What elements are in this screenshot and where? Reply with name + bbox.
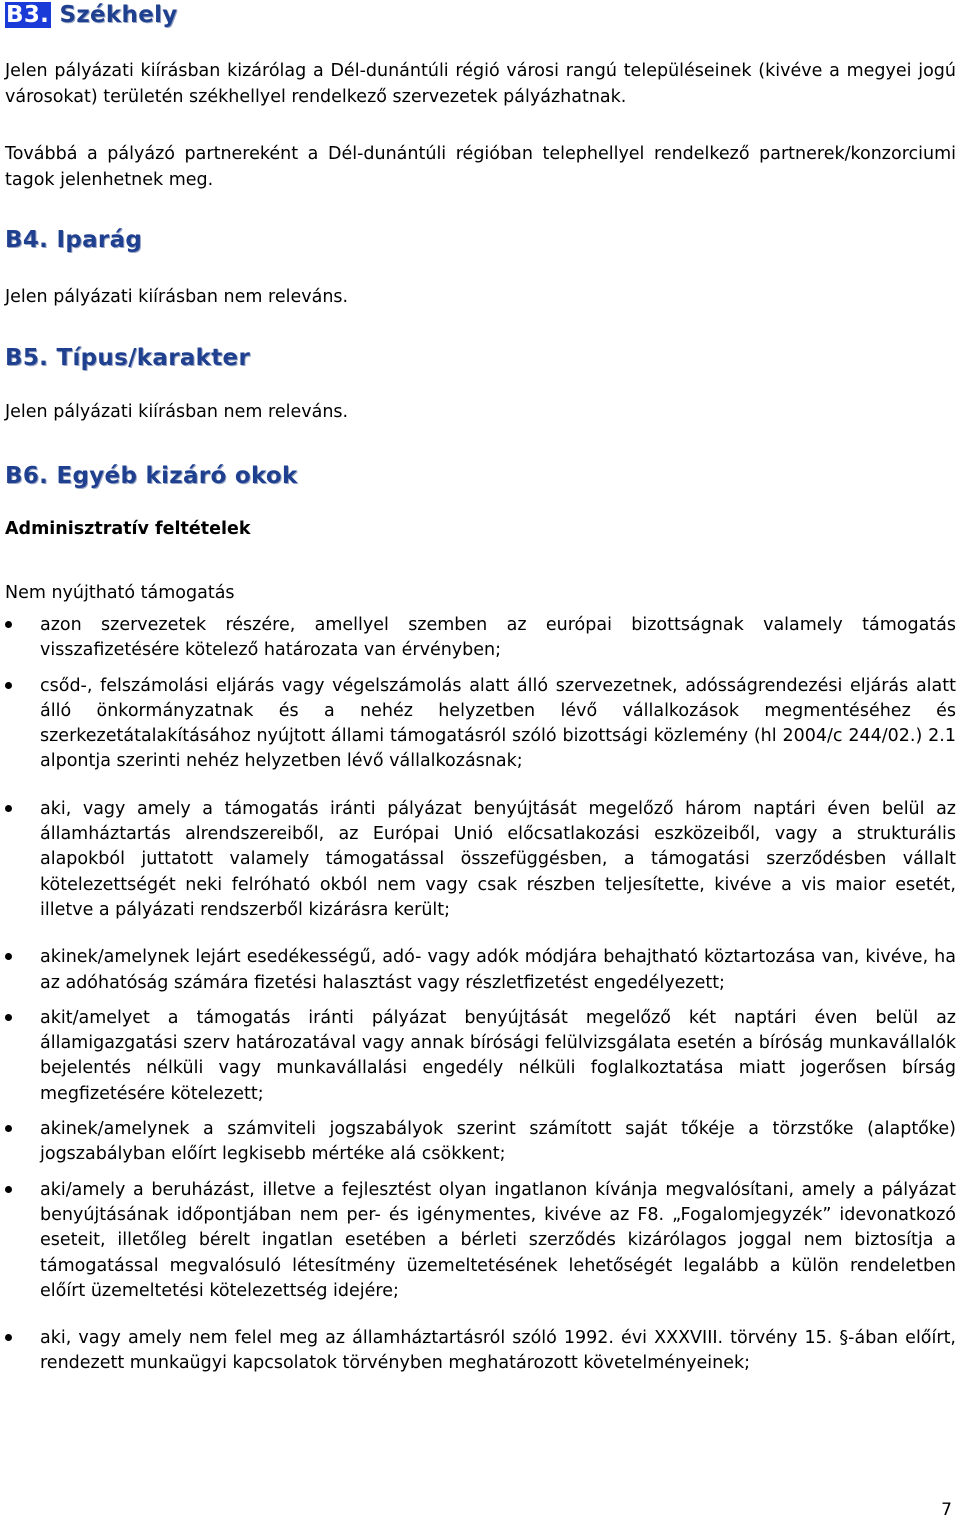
b6-subheading: Adminisztratív feltételek <box>5 519 251 539</box>
list-item-text: aki/amely a beruházást, illetve a fejlesztést olyan ingatlanon kívánja megvalósítani, amely a pályázat benyújtásának időpontjában nem per- és igénymentes, kivéve az F8. „Fogalomjegyzék” idevonatkozó eseteit, illetőleg bérelt ingatlan esetében a bérleti szerződés kizárólagos joggal nem biztosítja a támogatással megvalósuló létesítmény üzemeltetésének lehetőségét legalább a külön rendeletben előírt üzemeltetési kötelezettség idejére; <box>40 1179 956 1301</box>
section-heading-b6: B6. Egyéb kizáró okok <box>5 463 298 489</box>
list-item <box>5 1006 956 1107</box>
bullet-icon <box>5 1334 12 1341</box>
exclusion-list <box>5 613 956 1387</box>
section-heading-b5: B5. Típus/karakter <box>5 345 251 371</box>
list-item-text: azon szervezetek részére, amellyel szemben az európai bizottságnak valamely támogatás visszafizetésére kötelező határozata van érvényben; <box>40 615 956 661</box>
bullet-icon <box>5 953 12 960</box>
bullet-icon <box>5 1125 12 1132</box>
b3-paragraph-1: Jelen pályázati kiírásban kizárólag a Dél-dunántúli régió városi rangú településeinek (kivéve a megyei jogú városokat) területén székhellyel rendelkező szervezetek pályázhatnak. <box>5 61 956 107</box>
list-item-text: akit/amelyet a támogatás iránti pályázat benyújtását megelőző két naptári éven belül az államigazgatási szerv határozatával vagy annak bírósági felülvizsgálata esetén a bíróság munkavállalók bejelentés nélküli vagy munkavállalási engedély nélküli foglalkoztatása miatt jogerősen bírság megfizetésére kötelezett; <box>40 1007 956 1104</box>
list-item <box>5 674 956 775</box>
page-number: 7 <box>941 1500 952 1520</box>
b4-text: Jelen pályázati kiírásban nem releváns. <box>5 287 349 307</box>
list-item-text: csőd-, felszámolási eljárás vagy végelszámolás alatt álló szervezetnek, adósságrendezési eljárás alatt álló önkormányzatnak és a nehéz helyzetben lévő vállalkozások megmentéséhez és szerkezetátalakításához nyújtott állami támogatásról szóló bizottsági közlemény (hl 2004/c 244/02.) 2.1 alpontja szerinti nehéz helyzetben lévő vállalkozásnak; <box>40 675 956 772</box>
bullet-icon <box>5 1186 12 1193</box>
section-heading-b4: B4. Iparág <box>5 227 143 253</box>
list-item <box>5 613 956 664</box>
bullet-icon <box>5 682 12 689</box>
list-item <box>5 945 956 996</box>
list-item <box>5 797 956 923</box>
b5-text: Jelen pályázati kiírásban nem releváns. <box>5 402 349 422</box>
list-item-text: aki, vagy amely a támogatás iránti pályázat benyújtását megelőző három naptári éven belül az államháztartás alrendszereiből, az Európai Unió előcsatlakozási eszközeiből, vagy a strukturális alapokból juttatott valamely támogatással összefüggésben, a támogatási szerződésben vállalt kötelezettségét neki felróható okból nem vagy csak részben teljesítette, kivéve a vis maior esetét, illetve a pályázati rendszerből kizárásra került; <box>40 798 956 920</box>
section-heading-b3 <box>5 2 178 28</box>
list-item-text: akinek/amelynek a számviteli jogszabályok szerint számított saját tőkéje a törzstőke (alaptőke) jogszabályban előírt legkisebb mértéke alá csökkent; <box>40 1119 956 1165</box>
b6-intro: Nem nyújtható támogatás <box>5 583 235 603</box>
b3-paragraph-2: Továbbá a pályázó partnereként a Dél-dunántúli régióban telephellyel rendelkező partnerek/konzorciumi tagok jelenhetnek meg. <box>5 144 956 190</box>
list-item <box>5 1117 956 1168</box>
bullet-icon <box>5 621 12 628</box>
heading-highlight: B3. <box>6 2 50 28</box>
list-item <box>5 1178 956 1304</box>
list-item-text: aki, vagy amely nem felel meg az államháztartásról szóló 1992. évi XXXVIII. törvény 15. §-ában előírt, rendezett munkaügyi kapcsolatok törvényben meghatározott követelményeinek; <box>40 1328 956 1374</box>
bullet-icon <box>5 1014 12 1021</box>
list-item-text: akinek/amelynek lejárt esedékességű, adó- vagy adók módjára behajtható köztartozása van, kivéve, ha az adóhatóság számára fizetési halasztást vagy részletfizetést engedélyezett; <box>40 947 956 993</box>
heading-title: Székhely <box>59 2 178 28</box>
list-item <box>5 1326 956 1377</box>
bullet-icon <box>5 805 12 812</box>
